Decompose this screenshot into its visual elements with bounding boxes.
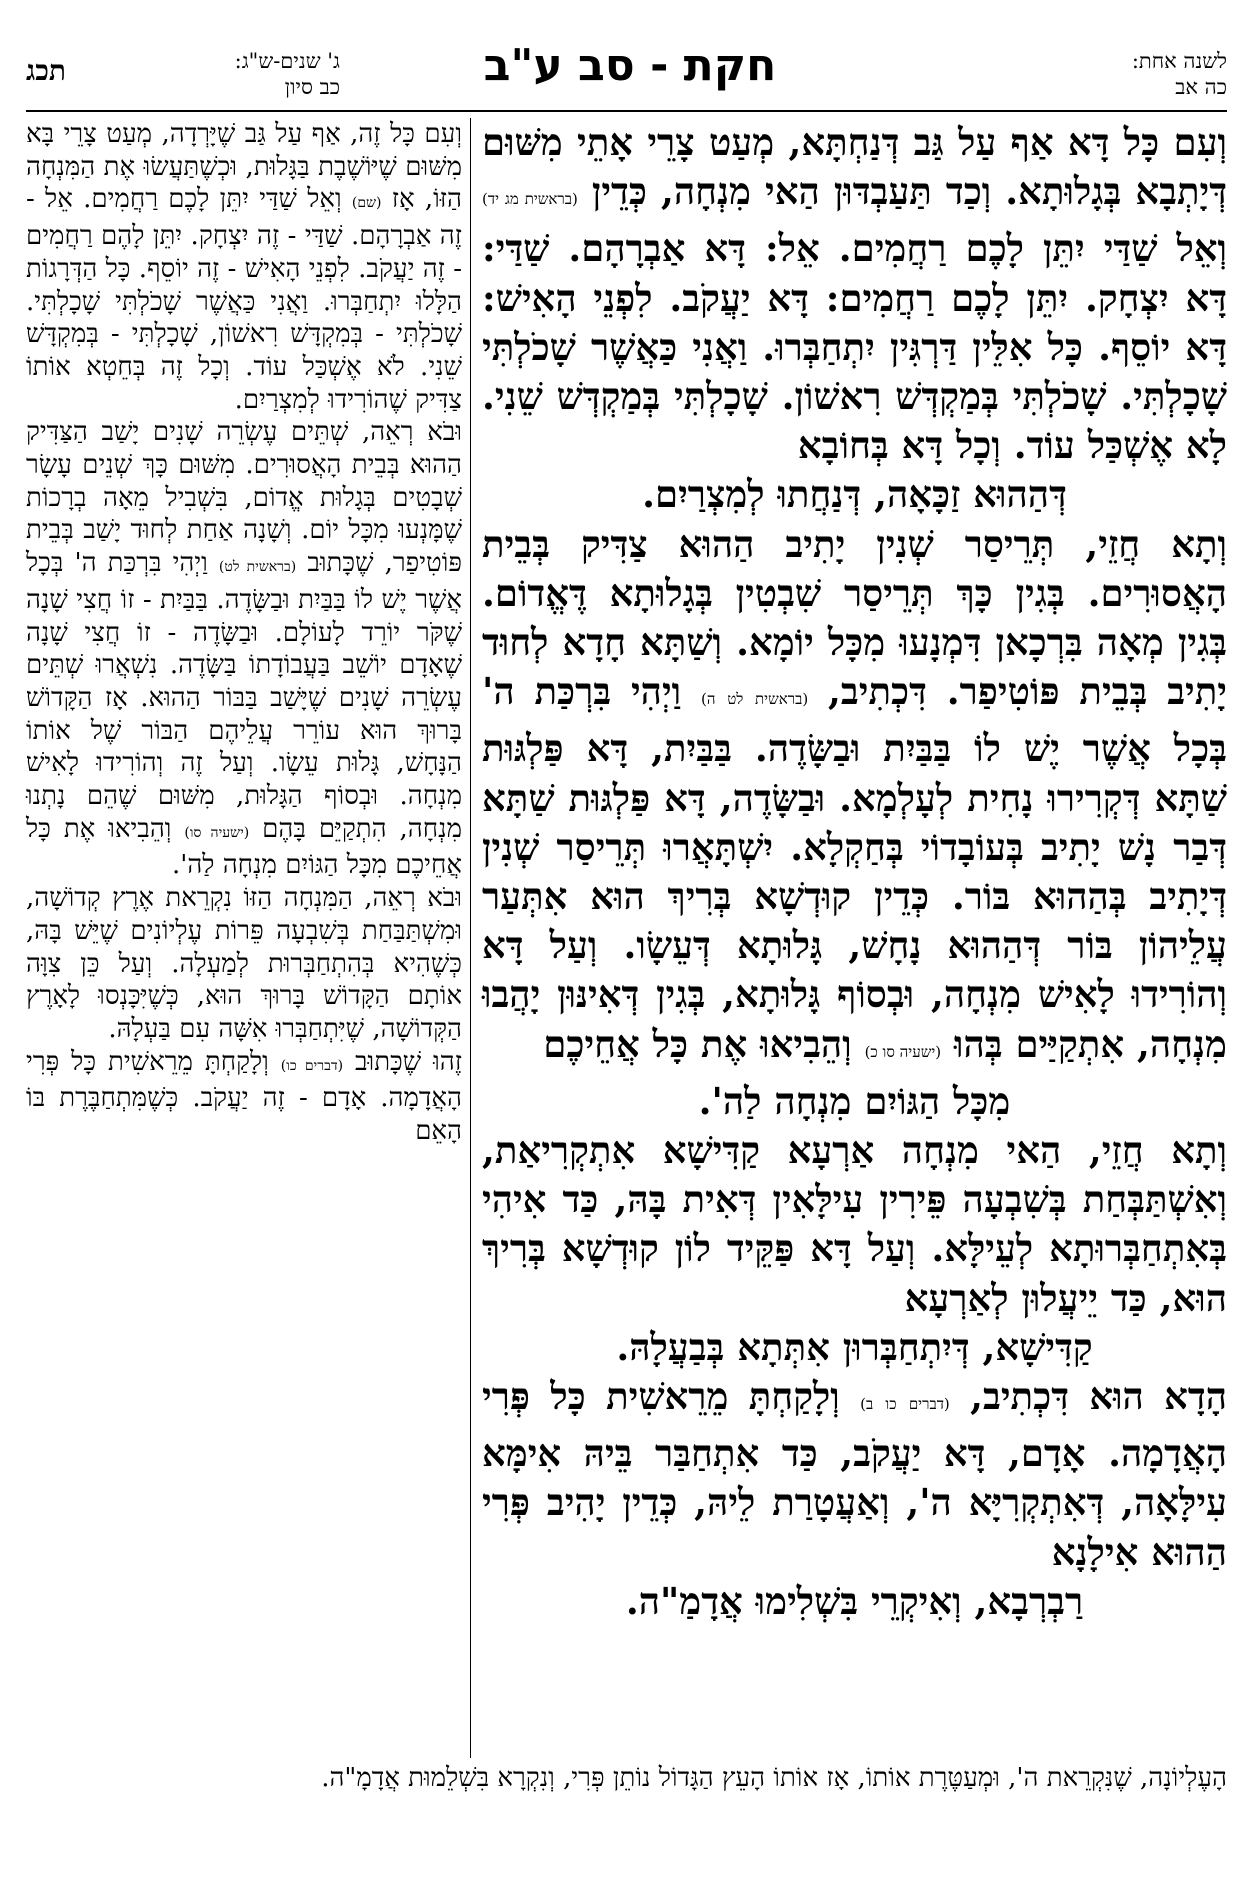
- main-p1b-line-5: בְּמַקְדְּשׁ שֵׁנִי. לָא אֶשְׁכַּל עוֹד. וְכָל דָּא בְּחוֹבָא: [482, 374, 1227, 468]
- main-p1b-line-2: לָכֶם רַחֲמִים: דָּא יַעֲקֹב. לִפְנֵי הָאִישׁ: דָּא יוֹסֵף.: [482, 275, 1227, 369]
- side-p1b-text: וְאֵל שַׁדַּי יִתֵּן לָכֶם רַחֲמִים. אֵל - זֶה אַבְרָהָם. שַׁדַּי - זֶה יִצְחָק. יִתֵּן לָהֶם רַחֲמִים - זֶה יַעֲקֹב. לִפְנֵי הָאִישׁ - זֶה יוֹסֵף. כָּל הַדְּרָגוֹת הַלָּלוּ יִתְחַבְּרוּ. וַאֲנִי כַּאֲשֶׁר שָׁכֹלְתִּי שָׁכָלְתִּי. שָׁכֹלְתִּי - בְּמִקְדָּשׁ רִאשׁוֹן, שָׁכָלְתִּי - בְּמִקְדָּשׁ שֵׁנִי. לֹא אֶשְׁכַּל עוֹד. וְכָל זֶה בְּחֵטְא אוֹתוֹ צַדִּיק שֶׁהוֹרִידוּ לְמִצְרַיִם.: [26, 184, 462, 415]
- header-rule: [26, 110, 1227, 112]
- main-p1-line-2: מִנְחָה, כְּדֵין: [591, 169, 751, 214]
- footer-text: הָעֶלְיוֹנָה, שֶׁנִּקְרֵאת ה', וּמְעַטֶּרֶת אוֹתוֹ, אָז אוֹתוֹ הָעֵץ הַגָּדוֹל נוֹתֵן פְּרִי, וְנִקְרָא בִּשְׁלֵמוּת אֲדָמָ"ה.: [321, 1763, 1227, 1793]
- main-p2b-line-7: וּבְסוֹף גָּלוּתָא, בְּגִין דְּאִינּוּן יָהֲבוּ מִנְחָה,: [482, 972, 1227, 1066]
- main-p1b-line-0: וְאֵל שַׁדַּי יִתֵּן לָכֶם: [965, 226, 1227, 271]
- main-p2c-line-0: וְהֵבִיאוּ אֶת כָּל אֲחֵיכֶם: [543, 1021, 852, 1066]
- side-paragraph-2: [26, 416, 462, 882]
- main-p2-line-2: דֶּאֱדוֹם. בְּגִין מְאָה בִּרְכָאן דִּמְנָעוּ מִכָּל יוֹמָא.: [482, 570, 1227, 665]
- main-p4-citation: (דברים כו ב): [860, 1395, 950, 1414]
- main-p2b-line-5: בְּרִיךְ הוּא אִתְּעַר עֲלֵיהוֹן בּוֹר דְּהַהוּא נָחָשׁ,: [482, 874, 1227, 968]
- main-p2-line-1: הָאֲסוּרִים. בְּגִין כָּךְ תְּרֵיסַר שִׁבְטִין בְּגָלוּתָא: [609, 570, 1227, 615]
- side-p4-text: זֶהוּ שֶׁכָּתוּב: [355, 1046, 462, 1077]
- header-right: [1037, 48, 1227, 100]
- main-p2b-line-4: תְּרֵיסַר שְׁנִין דְּיָתִיב בְּהַהוּא בּוֹר. כְּדֵין קוּדְשָׁא: [482, 824, 1227, 919]
- main-p4-closing: רַבְרְבָא, וְאִיקְרֵי בִּשְׁלִימוּ אֲדָמַ"ה.: [625, 1578, 1084, 1623]
- main-p3-closing: קַדִּישָׁא, דְּיִתְחַבְּרוּן אִתְּתָא בְּבַעֲלָהּ.: [616, 1324, 1093, 1369]
- main-p2-line-3: וְשַׁתָּא חָדָא לְחוּד יָתִיב בְּבֵית פּוֹטִיפַר. דִּכְתִיב,: [482, 620, 1227, 714]
- main-p2-citation-2: (ישעיה סו כ): [864, 1042, 942, 1061]
- main-p1b-line-4: שָׁכָלְתִּי. שָׁכֹלְתִּי בְּמַקְדְּשׁ רִאשׁוֹן. שָׁכָלְתִּי: [673, 374, 1228, 419]
- main-p2-closing: מִכָּל הַגּוֹיִם מִנְחָה לַה'.: [698, 1078, 1011, 1123]
- main-p2-citation-1: (בראשית לט ה): [700, 690, 809, 709]
- main-p3-line-1: וְאִשְׁתַּבְּחַת בְּשִׁבְעָה פֵּירִין עִילָּאִין דְּאִית: [682, 1177, 1227, 1222]
- main-p2b-line-6: גָּלוּתָא דְּעֵשָׂו. וְעַל דָּא וְהוֹרִידוּ לָאִישׁ מִנְחָה,: [482, 923, 1228, 1017]
- side-p1-text: וְעִם כָּל זֶה, אַף עַל גַּב שֶׁיָּרְדָה, מְעַט צָרֵי בָּא מִשּׁוּם שֶׁיּוֹשֶׁבֶת בַּגָּלוּת, וּכְשֶׁתַּעֲשׂוּ אֶת הַמִּנְחָה הַזּוֹ, אָז: [26, 119, 463, 215]
- main-p3-line-2: בָּהּ, כַּד אִיהִי בְּאִתְחַבְּרוּתָא לְעֵילָּא. וְעַל דָּא: [482, 1177, 1227, 1271]
- main-p4-line-0: וְלָקַחְתָּ מֵרֵאשִׁית: [606, 1374, 840, 1419]
- header-right-line2: כה אב: [1175, 75, 1227, 99]
- page-number: תכג: [26, 54, 67, 87]
- main-p2b-line-8: אִתְקַיַּים בְּהוּ: [954, 1021, 1125, 1066]
- main-p1b-line-1: רַחֲמִים. אֵל: דָּא אַבְרָהָם. שַׁדַּי: דָּא יִצְחָק. יִתֵּן: [482, 226, 1228, 320]
- main-p1-line-0: וְעִם כָּל דָּא אַף עַל גַּב דְּנַחְתָּא, מְעַט צָרֵי אָתֵי: [577, 120, 1227, 164]
- side-p2b-text: וַיְהִי בִּרְכַּת ה' בְּכָל אֲשֶׁר יֶשׁ לוֹ בַּבַּיִת וּבַשָּׂדֶה. בַּבַּיִת - זוֹ חֲצִי שָׁנָה שֶׁקֹּר יוֹרֵד לָעוֹלָם. וּבַשָּׂדֶה - זוֹ חֲצִי שָׁנָה שֶׁאָדָם יוֹשֵׁב בַּעֲבוֹדָתוֹ בַּשָּׂדֶה. נִשְׁאֲרוּ שְׁתֵּים עֶשְׂרֵה שָׁנִים שֶׁיָּשַׁב בַּבּוֹר הַהוּא. אָז הַקָּדוֹשׁ בָּרוּךְ הוּא עוֹרֵר עֲלֵיהֶם הַבּוֹר שֶׁל אוֹתוֹ הַנָּחָשׁ, גָּלוּת עֵשָׂו. וְעַל זֶה וְהוֹרִידוּ לָאִישׁ מִנְחָה. וּבְסוֹף הַגָּלוּת, מִשּׁוּם שֶׁהֵם נָתְנוּ מִנְחָה, הִתְקַיֵּם בָּהֶם: [26, 548, 463, 844]
- side-p3-text: וּבֹא רְאֵה, הַמִּנְחָה הַזּוֹ נִקְרֵאת אֶרֶץ קְדוֹשָׁה, וּמִשְׁתַּבַּחַת בְּשִׁבְעָה פֵּרוֹת עֶלְיוֹנִים שֶׁיֵּשׁ בָּהּ, כְּשֶׁהִיא בְּהִתְחַבְּרוּת לְמַעְלָה. וְעַל כֵּן צִוָּה אוֹתָם הַקָּדוֹשׁ בָּרוּךְ הוּא, כְּשֶׁיִּכָּנְסוּ לָאָרֶץ הַקְּדוֹשָׁה, שֶׁיִּתְחַבְּרוּ אִשָּׁה עִם בַּעְלָהּ.: [26, 883, 462, 1044]
- side-paragraph-1: [26, 118, 462, 416]
- side-p2-text: וּבֹא רְאֵה, שְׁתֵּים עֶשְׂרֵה שָׁנִים יָשַׁב הַצַּדִּיק הַהוּא בְּבֵית הָאֲסוּרִים. מִשּׁוּם כָּךְ שְׁנֵים עָשָׂר שְׁבָטִים בְּגָלוּת אֱדוֹם, בִּשְׁבִיל מֵאָה בְרָכוֹת שֶׁמָּנְעוּ מִכָּל יוֹם. וְשָׁנָה אַחַת לְחוּד יָשַׁב בְּבֵית פּוֹטִיפַר, שֶׁכָּתוּב: [26, 417, 463, 579]
- main-paragraph-4: [482, 1372, 1227, 1577]
- side-paragraph-4: [26, 1046, 462, 1148]
- main-p2b-line-3: שַׁתָּא דְּבַר נָשׁ יָתִיב בְּעוֹבָדוֹי בְּחַקְלָא. יִשְׁתָּאֲרוּ: [482, 775, 1227, 869]
- main-p4-line-1: כָּל פְּרִי הָאֲדָמָה. אָדָם, דָּא יַעֲקֹב, כַּד: [482, 1374, 1227, 1476]
- page-title: חקת - סב ע"ב: [483, 40, 777, 91]
- header-right-line1: לשנה אחת:: [1131, 49, 1227, 73]
- main-p3-line-0: וְתָא חֲזֵי, הַאי מִנְחָה אַרְעָא קַדִּישָׁא אִתְקְרִיאַת,: [482, 1128, 1227, 1173]
- main-paragraph-3: [482, 1126, 1227, 1323]
- side-p4b-text: וְלָקַחְתָּ מֵרֵאשִׁית כָּל פְּרִי הָאֲדָמָה. אָדָם - זֶה יַעֲקֹב. כְּשֶׁמִּתְחַבֶּרֶת בּוֹ הָאֵם: [26, 1046, 462, 1147]
- main-p2b-line-1: לוֹ בַּבַּיִת וּבַשָּׂדֶה. בַּבַּיִת, דָּא פַּלְגּוּת שַׁתָּא: [482, 726, 1228, 820]
- main-column: [482, 118, 1227, 1626]
- main-paragraph-1: [482, 118, 1227, 470]
- side-p2c-text: וְהֵבִיאוּ אֶת כָּל אֲחֵיכֶם מִכָּל הַגּוֹיִם מִנְחָה לַה'.: [26, 813, 462, 881]
- header-left-line1: ג' שנים-ש"ג:: [234, 49, 340, 73]
- main-p4-start: הָדָא הוּא דִּכְתִיב,: [970, 1374, 1227, 1419]
- main-p4-line-3: וְאַעֲטָרַת לֵיהּ, כְּדֵין יָהִיב פְּרִי הַהוּא אִילָנָא: [482, 1480, 1227, 1574]
- header-left-line2: כב סיון: [284, 75, 340, 99]
- main-p4-line-2: אִתְחַבַּר בֵּיהּ אִימָּא עִילָּאָה, דְּאִתְקְרִיָּא ה',: [482, 1431, 1227, 1525]
- main-p2b-line-2: דְּקְרִירוּ נָחִית לְעָלְמָא. וּבַשָּׂדֶה, דָּא פַּלְגּוּת: [568, 775, 1141, 820]
- main-p1-closing: דְּהַהוּא זַכָּאָה, דְּנַחֲתוּ לְמִצְרַיִם.: [642, 472, 1067, 517]
- side-paragraph-3: [26, 882, 462, 1046]
- side-p2-citation-2: (ישעיה סו): [184, 824, 250, 841]
- main-p2-line-0: וְתָא חֲזֵי, תְּרֵיסַר שְׁנִין יָתִיב הַהוּא צַדִּיק בְּבֵית: [482, 521, 1227, 566]
- main-paragraph-2: [482, 520, 1227, 1077]
- main-p1-line-1: מִשּׁוּם דְּיָתְבָא בְּגָלוּתָא. וְכַד תַּעַבְדּוּן הַאי: [482, 120, 1228, 214]
- main-p3-line-3: פַּקֵּיד לוֹן קוּדְשָׁא בְּרִיךְ הוּא, כַּד יֵיעֲלוּן לְאַרְעָא: [482, 1226, 1227, 1320]
- main-p2b-line-0: וַיְהִי בִּרְכַּת ה' בְּכָל אֲשֶׁר יֶשׁ: [482, 669, 1228, 771]
- side-p2-citation: (בראשית לט): [218, 559, 297, 576]
- side-column: [26, 118, 462, 1148]
- main-p1-citation: (בראשית מג יד): [482, 190, 578, 209]
- side-p4-citation: (דברים כו): [280, 1057, 344, 1074]
- side-p1-citation: (שם): [351, 195, 382, 212]
- column-divider: [470, 118, 471, 1758]
- main-p1b-line-3: כָּל אִלֵּין דַּרְגִּין יִתְחַבְּרוּ. וַאֲנִי כַּאֲשֶׁר שָׁכֹלְתִּי: [482, 324, 1083, 369]
